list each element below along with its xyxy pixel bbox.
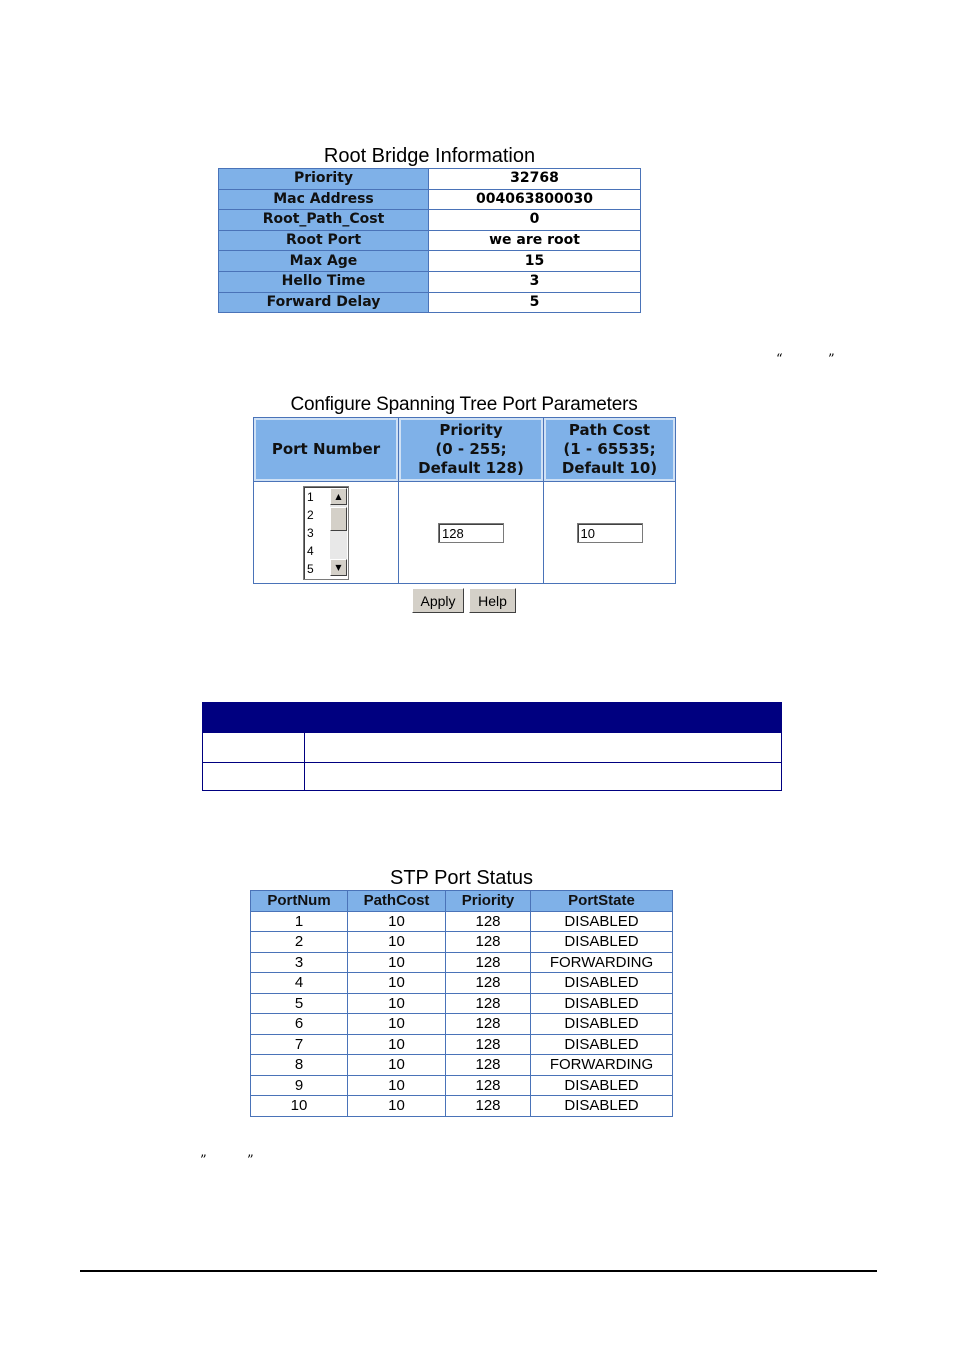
- port-option[interactable]: 1: [307, 489, 314, 504]
- rb-value: 0: [429, 210, 641, 231]
- cell: 128: [446, 1034, 531, 1055]
- cell: 10: [348, 1096, 446, 1117]
- path-cost-header-line3: Default 10): [561, 459, 658, 478]
- table-row: [219, 169, 641, 190]
- priority-input[interactable]: 128: [438, 523, 504, 543]
- table-row: [251, 1034, 673, 1055]
- cell: 4: [251, 973, 348, 994]
- path-cost-input[interactable]: 10: [577, 523, 643, 543]
- priority-header-line2: (0 - 255;: [435, 440, 507, 459]
- rb-value: we are root: [429, 230, 641, 251]
- table-row: [251, 1096, 673, 1117]
- port-number-listbox[interactable]: [303, 486, 349, 580]
- table-row: [251, 952, 673, 973]
- rb-value: 3: [429, 271, 641, 292]
- cell: DISABLED: [531, 973, 673, 994]
- cell: 128: [446, 993, 531, 1014]
- cell: DISABLED: [531, 1096, 673, 1117]
- configure-title: Configure Spanning Tree Port Parameters: [290, 394, 638, 415]
- port-number-header: [254, 418, 399, 482]
- close-quote: ”: [247, 1153, 254, 1168]
- cell: DISABLED: [531, 932, 673, 953]
- cell: 5: [251, 993, 348, 1014]
- table-row: [219, 271, 641, 292]
- cell: DISABLED: [531, 911, 673, 932]
- rb-label: Priority: [219, 169, 429, 190]
- apply-button[interactable]: Apply: [412, 588, 464, 613]
- port-option[interactable]: 4: [307, 543, 314, 558]
- port-select-cell: [254, 482, 399, 584]
- cell: DISABLED: [531, 1034, 673, 1055]
- open-quote: “: [776, 352, 783, 367]
- rb-value: 5: [429, 292, 641, 313]
- cell: DISABLED: [531, 993, 673, 1014]
- cell: 7: [251, 1034, 348, 1055]
- cell: 128: [446, 1055, 531, 1076]
- table-row: [219, 292, 641, 313]
- table-header-row: [251, 891, 673, 912]
- footer-rule: [80, 1270, 877, 1272]
- configure-table: [253, 417, 676, 584]
- port-number-header-label: Port Number: [271, 440, 381, 459]
- table-header-row: [254, 418, 676, 482]
- rb-value: 004063800030: [429, 189, 641, 210]
- cell: 1: [251, 911, 348, 932]
- table-row: [251, 973, 673, 994]
- rb-value: 15: [429, 251, 641, 272]
- cell: FORWARDING: [531, 952, 673, 973]
- blank-table: [202, 702, 782, 791]
- cell: 128: [446, 1075, 531, 1096]
- table-row: [251, 1055, 673, 1076]
- cell: FORWARDING: [531, 1055, 673, 1076]
- cell: 3: [251, 952, 348, 973]
- rb-label: Root_Path_Cost: [219, 210, 429, 231]
- priority-cell: [399, 482, 544, 584]
- port-list: [307, 488, 314, 578]
- stp-status-table: [250, 890, 673, 1117]
- scroll-up-arrow-icon[interactable]: ▲: [330, 488, 347, 505]
- cell: 128: [446, 932, 531, 953]
- rb-label: Hello Time: [219, 271, 429, 292]
- rb-label: Forward Delay: [219, 292, 429, 313]
- cell: 6: [251, 1014, 348, 1035]
- rb-label: Max Age: [219, 251, 429, 272]
- table-row: [251, 911, 673, 932]
- cell: DISABLED: [531, 1075, 673, 1096]
- table-row: [251, 1014, 673, 1035]
- path-cost-header-line1: Path Cost: [568, 421, 651, 440]
- table-row: [219, 251, 641, 272]
- port-option[interactable]: 3: [307, 525, 314, 540]
- row-divider: [203, 762, 781, 763]
- cell: 10: [348, 1014, 446, 1035]
- cell: 10: [348, 973, 446, 994]
- scroll-down-arrow-icon[interactable]: ▼: [330, 559, 347, 576]
- cell: 10: [348, 952, 446, 973]
- priority-header-line3: Default 128): [418, 459, 524, 478]
- scrollbar[interactable]: [330, 488, 347, 576]
- cell: 10: [251, 1096, 348, 1117]
- blank-table-header: [203, 703, 781, 733]
- table-row: [251, 993, 673, 1014]
- root-bridge-title: Root Bridge Information: [323, 145, 536, 167]
- cell: 10: [348, 1055, 446, 1076]
- column-divider: [304, 703, 305, 790]
- cell: DISABLED: [531, 1014, 673, 1035]
- cell: 8: [251, 1055, 348, 1076]
- cell: 128: [446, 952, 531, 973]
- rb-label: Mac Address: [219, 189, 429, 210]
- path-cost-header-line2: (1 - 65535;: [563, 440, 656, 459]
- cell: 128: [446, 1096, 531, 1117]
- col-header: Priority: [446, 891, 531, 912]
- col-header: PathCost: [348, 891, 446, 912]
- table-row: [219, 210, 641, 231]
- help-button[interactable]: Help: [469, 588, 516, 613]
- col-header: PortNum: [251, 891, 348, 912]
- cell: 10: [348, 993, 446, 1014]
- scrollbar-thumb[interactable]: [330, 507, 347, 531]
- port-option[interactable]: 2: [307, 507, 314, 522]
- stp-status-title: STP Port Status: [389, 867, 534, 889]
- rb-value: 32768: [429, 169, 641, 190]
- cell: 128: [446, 1014, 531, 1035]
- table-row: [254, 482, 676, 584]
- open-quote: ”: [200, 1153, 207, 1168]
- table-row: [219, 189, 641, 210]
- root-bridge-table: [218, 168, 641, 313]
- path-cost-cell: [544, 482, 676, 584]
- cell: 10: [348, 932, 446, 953]
- cell: 10: [348, 1075, 446, 1096]
- priority-header: [399, 418, 544, 482]
- port-option[interactable]: 5: [307, 561, 314, 576]
- cell: 2: [251, 932, 348, 953]
- cell: 128: [446, 911, 531, 932]
- table-row: [251, 932, 673, 953]
- close-quote: ”: [828, 352, 835, 367]
- priority-header-line1: Priority: [439, 421, 503, 440]
- col-header: PortState: [531, 891, 673, 912]
- table-row: [219, 230, 641, 251]
- cell: 10: [348, 911, 446, 932]
- cell: 10: [348, 1034, 446, 1055]
- rb-label: Root Port: [219, 230, 429, 251]
- path-cost-header: [544, 418, 676, 482]
- table-row: [251, 1075, 673, 1096]
- cell: 128: [446, 973, 531, 994]
- cell: 9: [251, 1075, 348, 1096]
